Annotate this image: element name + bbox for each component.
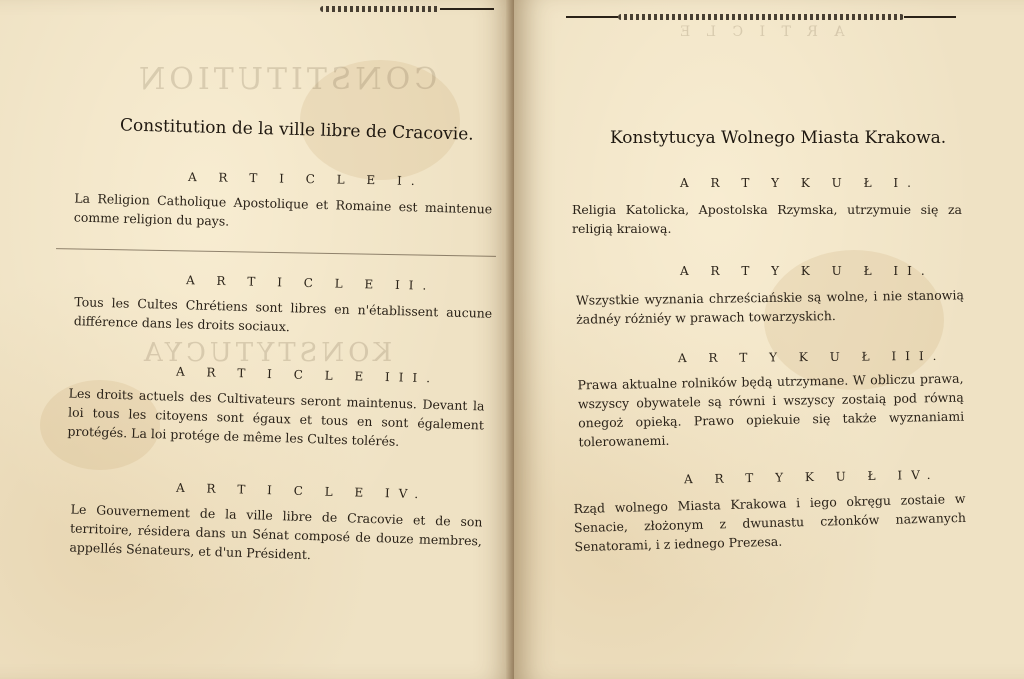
- ornament-chain: [320, 6, 440, 12]
- right-page: [514, 0, 1024, 679]
- article-heading: A R T Y K U Ł I.: [680, 176, 920, 190]
- article-heading: A R T I C L E III.: [175, 364, 440, 386]
- article-text: Wszystkie wyznania chrześciańskie są wolne, i nie stanowią żadnéy różniéy w prawach towarzyskich.: [575, 287, 964, 327]
- ornament-bar: [440, 8, 494, 10]
- article-heading: A R T I C L E I.: [187, 169, 424, 189]
- ornament-chain: [618, 14, 904, 20]
- bleed-through-text: A R T I C L E: [674, 24, 845, 40]
- page-title: Konstytucya Wolnego Miasta Krakowa.: [610, 128, 947, 148]
- article-text: Prawa aktualne rolników będą utrzymane. W obliczu prawa, wszyscy obywatele są równi i wszyscy zostaią pod równą onegoż opieką. Prawo opiekuie się także wyznaniami tolerowanemi.: [577, 370, 965, 450]
- article-text: Tous les Cultes Chrétiens sont libres en n'établissent aucune différence dans les droits sociaux.: [73, 294, 493, 335]
- article-heading: A R T Y K U Ł III.: [677, 348, 946, 366]
- article-heading: A R T Y K U Ł IV.: [683, 467, 940, 487]
- article-heading: A R T Y K U Ł II.: [680, 264, 934, 278]
- article-text: La Religion Catholique Apostolique et Romaine est maintenue comme religion du pays.: [73, 190, 493, 229]
- article-text: Le Gouvernement de la ville libre de Cracovie et de son territoire, résidera dans un Sénat composé de douze membres, appellés Sénateurs, et d'un Président.: [69, 501, 483, 563]
- page-title: Constitution de la ville libre de Cracovie.: [119, 115, 474, 145]
- top-ornament: [566, 14, 956, 20]
- article-text: Religia Katolicka, Apostolska Rzymska, utrzymuie się za religią kraiową.: [572, 202, 962, 236]
- bleed-through-text: CONSTITUTION: [135, 62, 438, 97]
- ornament-bar: [566, 16, 618, 18]
- article-heading: A R T I C L E II.: [185, 273, 436, 293]
- ornament-bar: [904, 16, 956, 18]
- article-text: Rząd wolnego Miasta Krakowa i iego okręgu zostaie w Senacie, złożonym z dwunastu członków nazwanych Senatorami, i z iednego Prezesa.: [573, 490, 967, 555]
- divider-rule: [56, 248, 496, 257]
- article-text: Les droits actuels des Cultivateurs seront maintenus. Devant la loi tous les citoyens sont égaux et tous en sont également protégés. La loi protége de même les Cultes tolérés.: [67, 385, 485, 449]
- article-heading: A R T I C L E IV.: [175, 480, 428, 502]
- top-ornament: [320, 6, 494, 12]
- bleed-through-text: KONSTYTUCYA: [140, 338, 393, 368]
